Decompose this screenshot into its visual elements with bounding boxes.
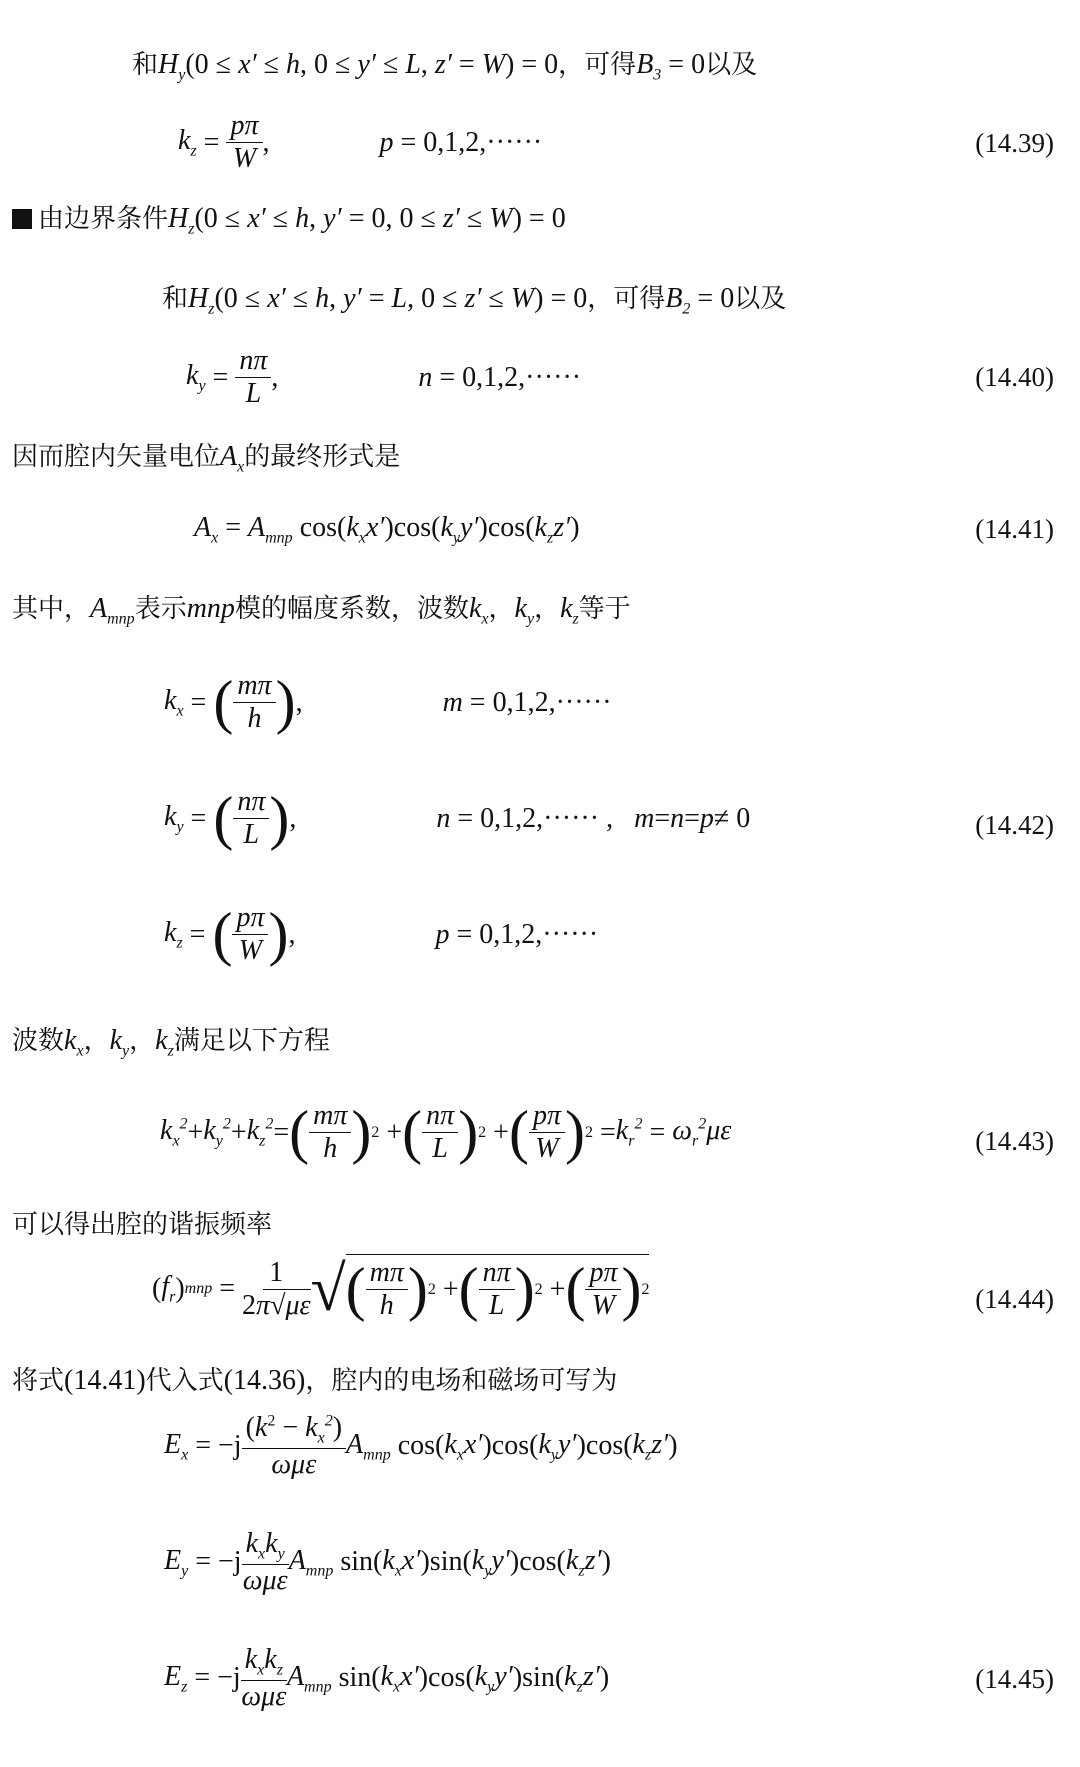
equation-14-42-kz: $k_z$ = ( pπ W ) , p = 0,1,2,······ bbox=[164, 901, 599, 967]
text-line: 波数$k_x$，$k_y$，$k_z$满足以下方程 bbox=[12, 1025, 330, 1060]
equation-14-39: $k_z$ = pπ W , p = 0,1,2,······ bbox=[178, 110, 543, 174]
equation-14-43: $k_x^2$ + $k_y^2$ + $k_z^2$ = ( mπ h ) 2 + ( nπ L ) 2 + ( pπ W ) 2 = $k_r^2$ = $\omega_r^2\mu\varepsilon$ bbox=[160, 1099, 732, 1165]
equation-ez: $E_z$ = −j $k_xk_z$ ωμε $A_{mnp}$ sin( $k_xx'$ )cos( $k_yy'$ )sin( $k_zz'$ ) bbox=[164, 1644, 610, 1712]
equation-14-42-ky: $k_y$ = ( nπ L ) , n = 0,1,2,······ , m = n = p ≠ 0 bbox=[164, 785, 751, 851]
equation-number: (14.44) bbox=[975, 1284, 1054, 1314]
equation-number: (14.43) bbox=[975, 1126, 1054, 1156]
text-line: 和$H_z(0 \le x' \le h$, y′ = L, 0 ≤ z′ ≤ W) = 0，可得$B_2 = 0$以及 bbox=[162, 283, 787, 318]
equation-number: (14.39) bbox=[975, 128, 1054, 158]
equation-ex: $E_x$ = −j $(k^2 - k_x^2)$ ωμε $A_{mnp}$ cos( $k_xx'$ )cos( $k_yy'$ )cos( $k_zz'$ ) bbox=[164, 1412, 678, 1480]
equation-14-44: ( $f_r$ ) mnp = 1 2π√με √ ( mπ h ) 2 + ( nπ L ) 2 + ( pπ W ) 2 bbox=[152, 1253, 650, 1324]
equation-number: (14.42) bbox=[975, 810, 1054, 840]
equation-number: (14.41) bbox=[975, 514, 1054, 544]
equation-number: (14.45) bbox=[975, 1664, 1054, 1694]
bullet-square-icon bbox=[12, 209, 32, 229]
text-line: 将式(14.41)代入式(14.36)，腔内的电场和磁场可写为 bbox=[12, 1365, 618, 1396]
text-line: 可以得出腔的谐振频率 bbox=[12, 1210, 273, 1240]
equation-14-40: $k_y$ = nπ L , n = 0,1,2,······ bbox=[186, 345, 582, 409]
text-line: 由边界条件$H_z(0 \le x' \le h$, y′ = 0, 0 ≤ z′ ≤ W) = 0 bbox=[12, 198, 566, 239]
text-line: 和$H_y(0 \le x' \le h$, 0 ≤ y′ ≤ L, z′ = W) = 0，可得$B_3 = 0$以及 bbox=[132, 49, 758, 84]
text-line: 因而腔内矢量电位$A_x$的最终形式是 bbox=[12, 441, 401, 476]
equation-14-41: $A_x = A_{mnp}$ $\cos(k_xx')\cos(k_yy')\cos(k_zz')$ bbox=[194, 512, 580, 547]
equation-14-42-kx: $k_x$ = ( mπ h ) , m = 0,1,2,······ bbox=[164, 669, 612, 735]
equation-number: (14.40) bbox=[975, 362, 1054, 392]
text-line: 其中，$A_{mnp}$表示mnp模的幅度系数，波数$k_x$，$k_y$，$k_z$等于 bbox=[12, 593, 631, 628]
equation-ey: $E_y$ = −j $k_xk_y$ ωμε $A_{mnp}$ sin( $k_xx'$ )sin( $k_yy'$ )cos( $k_zz'$ ) bbox=[164, 1528, 611, 1596]
